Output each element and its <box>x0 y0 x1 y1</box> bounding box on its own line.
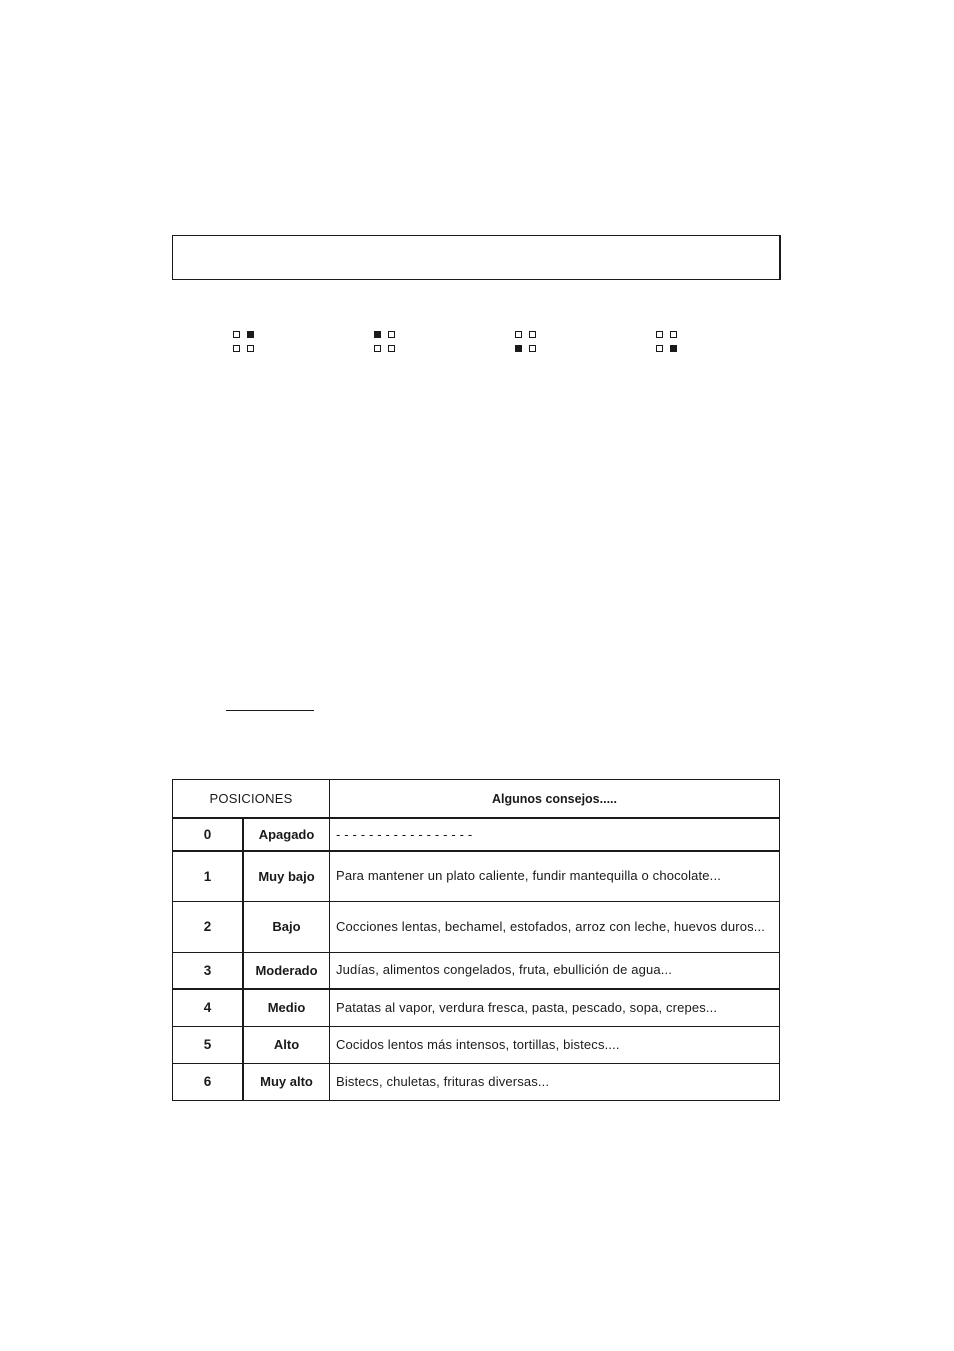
cooking-positions-table <box>172 779 780 1101</box>
position-number: 6 <box>173 1063 244 1100</box>
position-number: 5 <box>173 1026 244 1063</box>
header-tips: Algunos consejos..... <box>330 780 780 819</box>
position-level: Moderado <box>243 952 330 989</box>
position-number: 3 <box>173 952 244 989</box>
zone-square-filled-icon <box>374 331 381 338</box>
zone-square-icon <box>656 345 663 352</box>
zone-square-icon <box>388 345 395 352</box>
position-level: Apagado <box>243 818 330 851</box>
zone-square-icon <box>388 331 395 338</box>
zone-square-icon <box>656 331 663 338</box>
position-number: 0 <box>173 818 244 851</box>
header-positions: POSICIONES <box>173 780 330 819</box>
zone-indicator-front-right <box>656 331 676 355</box>
position-number: 1 <box>173 851 244 901</box>
zone-square-icon <box>374 345 381 352</box>
position-tip: Bistecs, chuletas, frituras diversas... <box>330 1063 780 1100</box>
zone-square-icon <box>515 331 522 338</box>
zone-indicator-rear-left <box>374 331 394 355</box>
table-row <box>173 952 780 989</box>
position-tip: Judías, alimentos congelados, fruta, ebullición de agua... <box>330 952 780 989</box>
position-level: Bajo <box>243 901 330 952</box>
zone-indicator-rear-right <box>233 331 253 355</box>
table-row <box>173 1063 780 1100</box>
position-level: Medio <box>243 989 330 1026</box>
position-level: Alto <box>243 1026 330 1063</box>
zone-square-filled-icon <box>670 345 677 352</box>
table-row <box>173 1026 780 1063</box>
zone-square-filled-icon <box>515 345 522 352</box>
zone-square-icon <box>233 331 240 338</box>
header-box <box>172 235 781 280</box>
zone-square-icon <box>247 345 254 352</box>
position-level: Muy bajo <box>243 851 330 901</box>
position-level: Muy alto <box>243 1063 330 1100</box>
table-row <box>173 989 780 1026</box>
position-tip: Para mantener un plato caliente, fundir mantequilla o chocolate... <box>330 851 780 901</box>
position-number: 2 <box>173 901 244 952</box>
table-row <box>173 901 780 952</box>
zone-square-icon <box>529 345 536 352</box>
zone-square-filled-icon <box>247 331 254 338</box>
position-tip: Patatas al vapor, verdura fresca, pasta, pescado, sopa, crepes... <box>330 989 780 1026</box>
zone-square-icon <box>670 331 677 338</box>
position-tip: Cocidos lentos más intensos, tortillas, bistecs.... <box>330 1026 780 1063</box>
zone-square-icon <box>529 331 536 338</box>
underline-rule <box>226 710 314 711</box>
position-tip: - - - - - - - - - - - - - - - - - <box>330 818 780 851</box>
position-number: 4 <box>173 989 244 1026</box>
position-tip: Cocciones lentas, bechamel, estofados, arroz con leche, huevos duros... <box>330 901 780 952</box>
table-header-row <box>173 780 780 819</box>
table-row <box>173 818 780 851</box>
zone-indicator-front-left <box>515 331 535 355</box>
table-row <box>173 851 780 901</box>
zone-square-icon <box>233 345 240 352</box>
